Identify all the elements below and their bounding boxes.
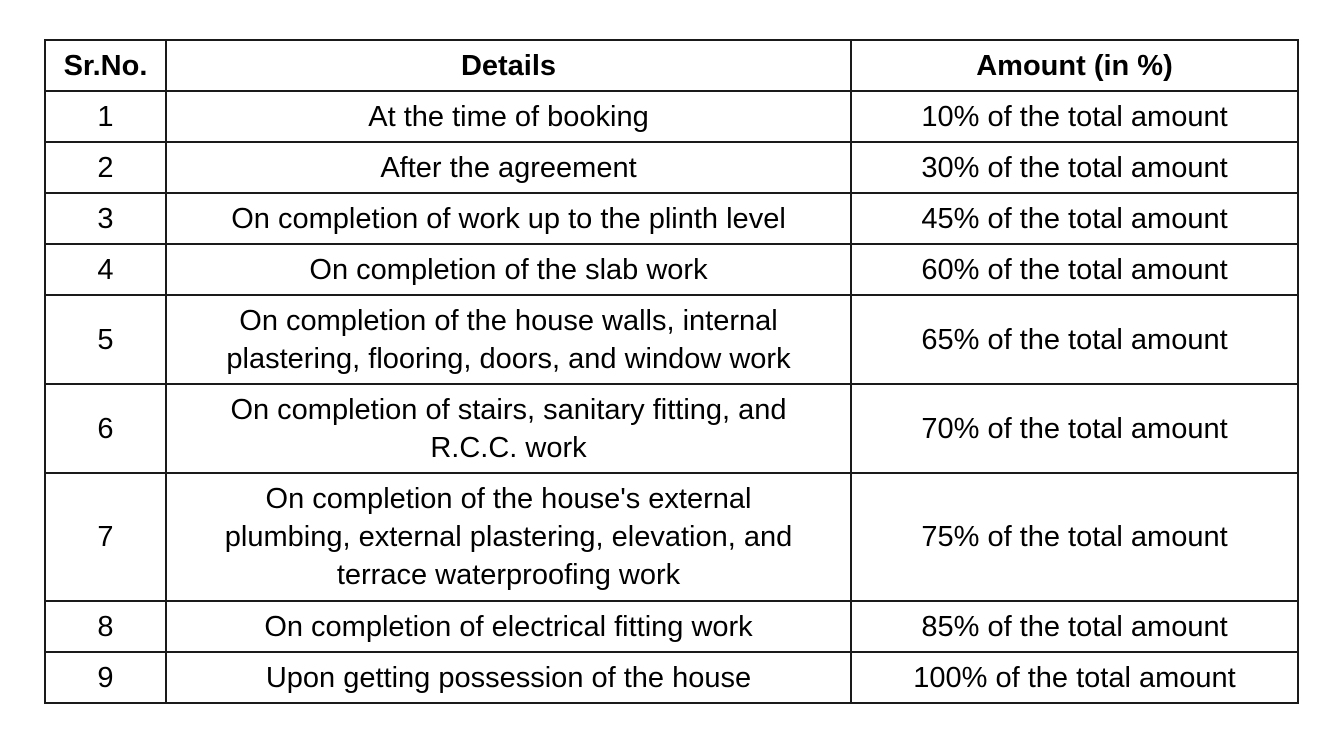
- details-line: On completion of the slab work: [309, 253, 708, 286]
- details-line: plumbing, external plastering, elevation, and: [224, 521, 793, 553]
- amount-cell: 100% of the total amount: [851, 652, 1298, 703]
- details-cell: [166, 384, 851, 473]
- header-sr-no: Sr.No.: [45, 40, 166, 91]
- sr-no-cell: 7: [45, 473, 166, 601]
- table-row: [45, 142, 1298, 193]
- details-cell: [166, 295, 851, 384]
- header-details: Details: [166, 40, 851, 91]
- amount-cell: 60% of the total amount: [851, 244, 1298, 295]
- table-row: [45, 193, 1298, 244]
- details-line: Upon getting possession of the house: [265, 661, 752, 694]
- header-amount: Amount (in %): [851, 40, 1298, 91]
- payment-schedule-table: [44, 39, 1299, 704]
- table-row: [45, 652, 1298, 703]
- details-line: On completion of the house's external: [265, 483, 752, 515]
- sr-no-cell: 3: [45, 193, 166, 244]
- amount-cell: 70% of the total amount: [851, 384, 1298, 473]
- details-cell: [166, 193, 851, 244]
- details-line: On completion of the house walls, internal: [239, 304, 778, 337]
- details-line: plastering, flooring, doors, and window work: [226, 342, 791, 375]
- details-line: On completion of stairs, sanitary fitting, and: [230, 393, 787, 426]
- sr-no-cell: 4: [45, 244, 166, 295]
- amount-cell: 85% of the total amount: [851, 601, 1298, 652]
- table-row: [45, 384, 1298, 473]
- details-line: terrace waterproofing work: [336, 559, 681, 591]
- details-cell: [166, 142, 851, 193]
- sr-no-cell: 8: [45, 601, 166, 652]
- amount-cell: 75% of the total amount: [851, 473, 1298, 601]
- details-line: R.C.C. work: [430, 431, 587, 464]
- table-row: [45, 295, 1298, 384]
- table-row: [45, 473, 1298, 601]
- amount-cell: 30% of the total amount: [851, 142, 1298, 193]
- details-cell: [166, 473, 851, 601]
- table-row: [45, 601, 1298, 652]
- table-row: [45, 91, 1298, 142]
- details-cell: [166, 91, 851, 142]
- details-cell: [166, 244, 851, 295]
- sr-no-cell: 5: [45, 295, 166, 384]
- details-cell: [166, 601, 851, 652]
- table-row: [45, 244, 1298, 295]
- details-cell: [166, 652, 851, 703]
- amount-cell: 45% of the total amount: [851, 193, 1298, 244]
- sr-no-cell: 1: [45, 91, 166, 142]
- details-line: At the time of booking: [368, 100, 649, 133]
- sr-no-cell: 2: [45, 142, 166, 193]
- sr-no-cell: 6: [45, 384, 166, 473]
- details-line: On completion of electrical fitting work: [264, 610, 753, 643]
- details-line: On completion of work up to the plinth level: [231, 202, 786, 235]
- sr-no-cell: 9: [45, 652, 166, 703]
- table-header-row: [45, 40, 1298, 91]
- amount-cell: 65% of the total amount: [851, 295, 1298, 384]
- amount-cell: 10% of the total amount: [851, 91, 1298, 142]
- details-line: After the agreement: [380, 151, 637, 184]
